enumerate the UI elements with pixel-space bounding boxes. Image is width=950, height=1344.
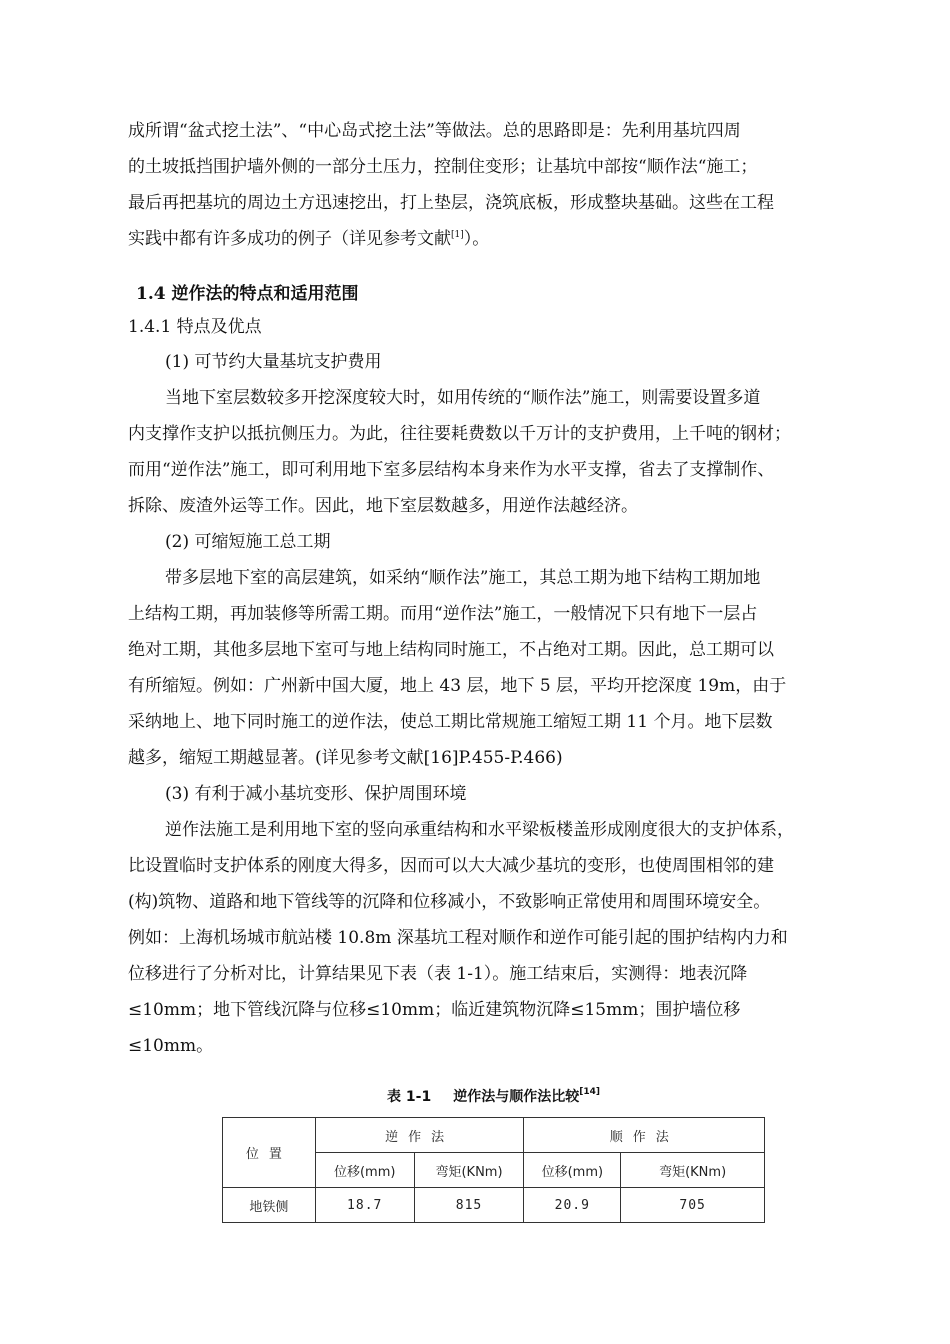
paragraph-line: 例如：上海机场城市航站楼 10.8m 深基坑工程对顺作和逆作可能引起的围护结构内力和 [128, 928, 788, 948]
paragraph-line: 成所谓“盆式挖土法”、“中心岛式挖土法”等做法。总的思路即是：先利用基坑四周 [128, 121, 741, 141]
comparison-table [222, 1117, 765, 1223]
item-title: (1) 可节约大量基坑支护费用 [165, 352, 382, 372]
paragraph-line: 上结构工期，再加装修等所需工期。而用“逆作法”施工，一般情况下只有地下一层占 [128, 604, 758, 624]
paragraph-line: 逆作法施工是利用地下室的竖向承重结构和水平梁板楼盖形成刚度很大的支护体系， [165, 820, 794, 840]
header-reverse-method: 逆作法 [315, 1118, 524, 1153]
paragraph-line: 带多层地下室的高层建筑，如采纳“顺作法”施工，其总工期为地下结构工期加地 [165, 568, 761, 588]
subheader-moment: 弯矩(KNm) [621, 1153, 765, 1188]
row-label: 地铁侧 [223, 1188, 316, 1223]
section-heading: 1.4 逆作法的特点和适用范围 [136, 284, 359, 304]
paragraph-line: 当地下室层数较多开挖深度较大时，如用传统的“顺作法”施工，则需要设置多道 [165, 388, 761, 408]
subheader-displacement: 位移(mm) [315, 1153, 414, 1188]
table-caption [222, 1086, 765, 1106]
paragraph-tail: ）。 [463, 229, 490, 249]
paragraph-line: (构)筑物、道路和地下管线等的沉降和位移减小，不致影响正常使用和周围环境安全。 [128, 892, 771, 912]
paragraph-line: 拆除、废渣外运等工作。因此，地下室层数越多，用逆作法越经济。 [128, 496, 638, 516]
paragraph-line: ≤10mm。 [128, 1036, 214, 1056]
subheader-displacement: 位移(mm) [524, 1153, 621, 1188]
item-title: (2) 可缩短施工总工期 [165, 532, 331, 552]
paragraph-line: 绝对工期，其他多层地下室可与地上结构同时施工，不占绝对工期。因此，总工期可以 [128, 640, 774, 660]
item-title: (3) 有利于减小基坑变形、保护周围环境 [165, 784, 467, 804]
paragraph-line: 的土坡抵挡围护墙外侧的一部分土压力，控制住变形；让基坑中部按“顺作法“施工； [128, 157, 758, 177]
paragraph-line: 越多，缩短工期越显著。(详见参考文献[16]P.455-P.466) [128, 748, 563, 768]
table-cell: 18.7 [315, 1188, 414, 1223]
paragraph-line: 有所缩短。例如：广州新中国大厦，地上 43 层，地下 5 层，平均开挖深度 19m，由于 [128, 676, 787, 696]
table-caption-number: 表 1-1 [387, 1089, 432, 1105]
reference-mark: [1] [451, 230, 464, 240]
paragraph-line: 采纳地上、地下同时施工的逆作法，使总工期比常规施工缩短工期 11 个月。地下层数 [128, 712, 773, 732]
subheader-moment: 弯矩(KNm) [414, 1153, 524, 1188]
paragraph-line: 位移进行了分析对比，计算结果见下表（表 1-1）。施工结束后，实测得：地表沉降 [128, 964, 748, 984]
table-caption-title: 逆作法与顺作法比较 [453, 1089, 580, 1105]
table-header-row [223, 1118, 765, 1153]
table-cell: 815 [414, 1188, 524, 1223]
paragraph-line: 最后再把基坑的周边土方迅速挖出，打上垫层，浇筑底板，形成整块基础。这些在工程 [128, 193, 774, 213]
paragraph-line: 内支撑作支护以抵抗侧压力。为此，往往要耗费数以千万计的支护费用，上千吨的钢材； [128, 424, 791, 444]
subsection-heading: 1.4.1 特点及优点 [128, 317, 262, 337]
paragraph-line-last [128, 227, 868, 251]
table-caption-ref: [14] [579, 1087, 600, 1097]
paragraph-line: 比设置临时支护体系的刚度大得多，因而可以大大减少基坑的变形，也使周围相邻的建 [128, 856, 774, 876]
table-cell: 705 [621, 1188, 765, 1223]
paragraph-text: 实践中都有许多成功的例子（详见参考文献 [128, 229, 451, 249]
header-forward-method: 顺作法 [524, 1118, 765, 1153]
table-cell: 20.9 [524, 1188, 621, 1223]
paragraph-line: ≤10mm；地下管线沉降与位移≤10mm；临近建筑物沉降≤15mm；围护墙位移 [128, 1000, 741, 1020]
paragraph-line: 而用“逆作法”施工，即可利用地下室多层结构本身来作为水平支撑，省去了支撑制作、 [128, 460, 775, 480]
header-position: 位置 [223, 1118, 316, 1188]
table-row [223, 1188, 765, 1223]
